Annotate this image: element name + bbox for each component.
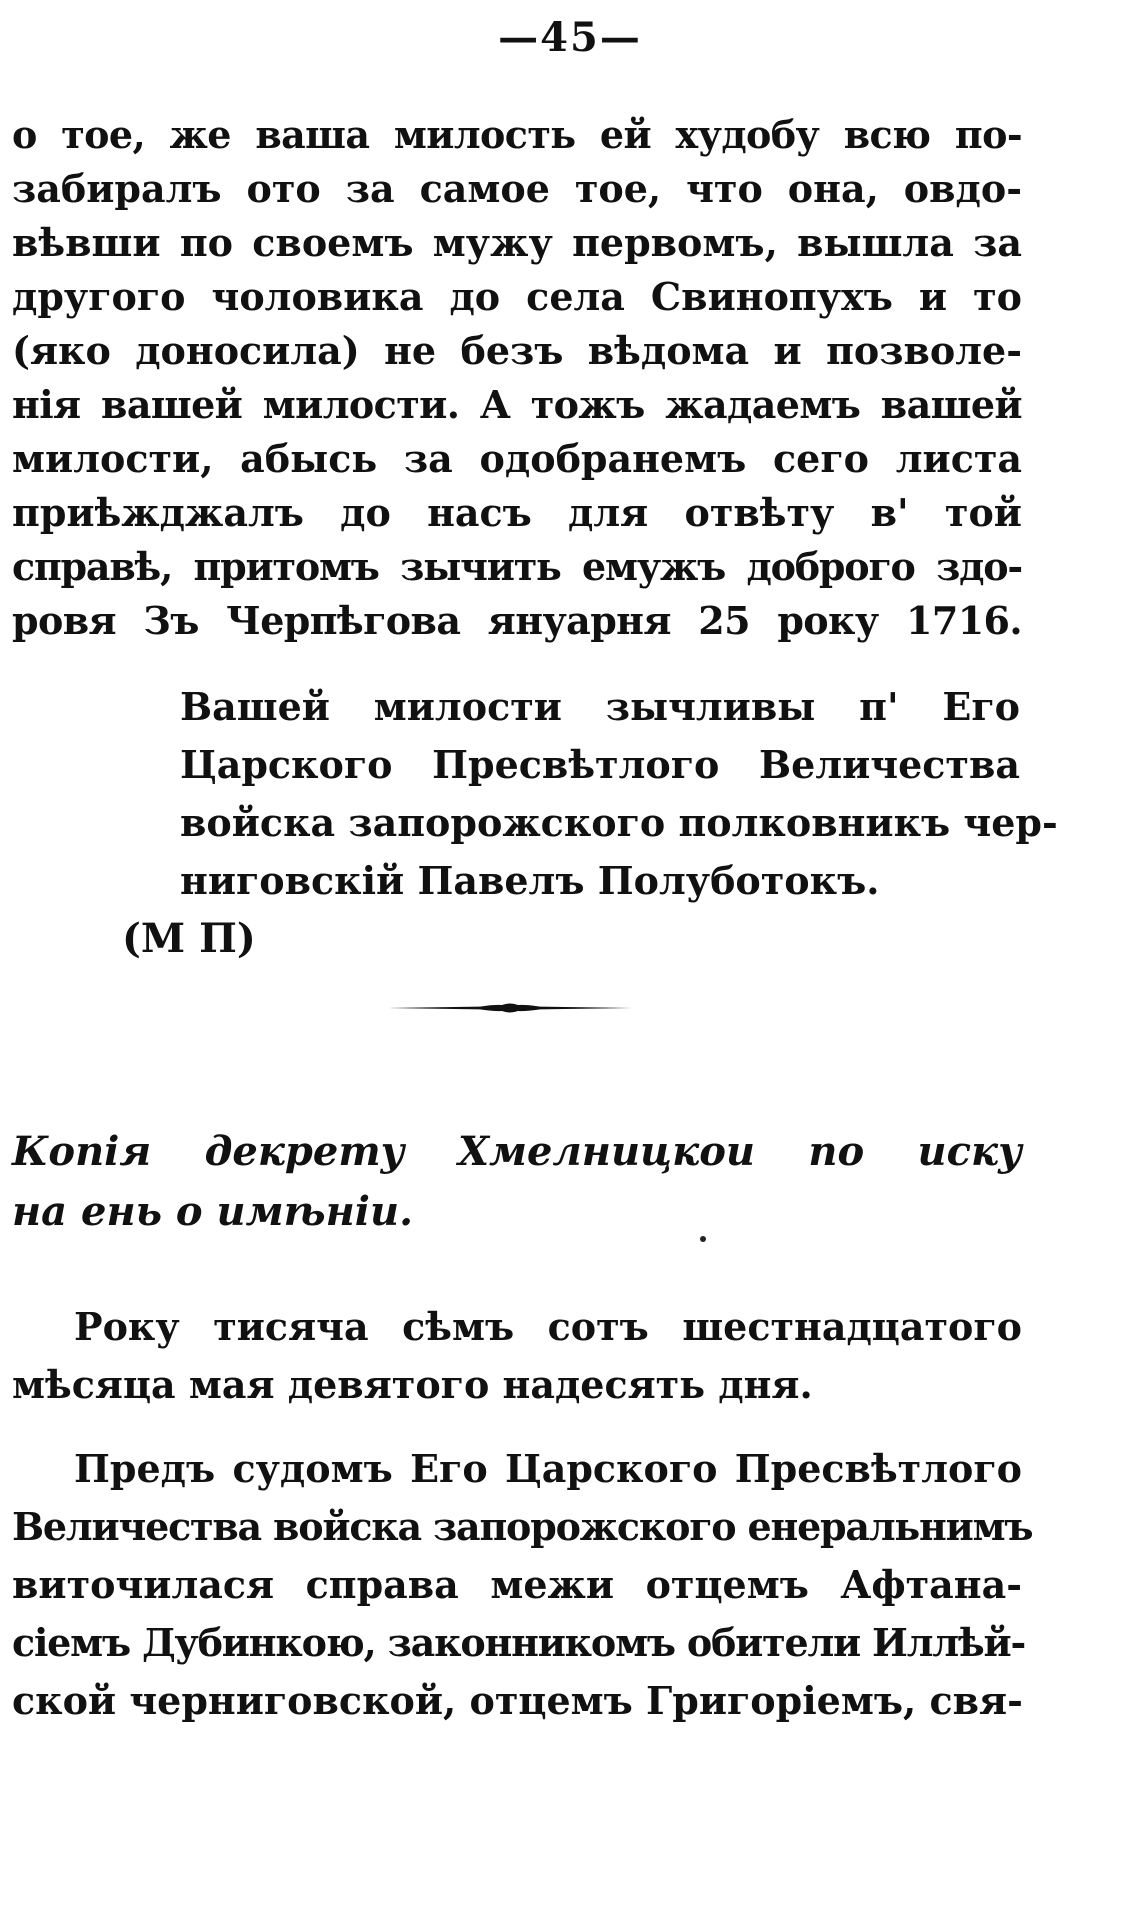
- text-line: виточилася справа межи отцемъ Афтана-: [12, 1562, 1022, 1607]
- signature-line: Царского Пресвѣтлого Величества: [180, 742, 1020, 787]
- signature-line: Вашей милости зычливы п' Его: [180, 684, 1020, 729]
- heading-line: на ень о имѣніи.: [12, 1188, 413, 1235]
- text-line: ровя Зъ Черпѣгова януарня 25 року 1716.: [12, 598, 1022, 643]
- text-line: справѣ, притомъ зычить емужъ доброго здо-: [12, 544, 1022, 589]
- text-line: сіемъ Дубинкою, законникомъ обители Иллѣй-: [12, 1620, 1026, 1665]
- text-line: другого чоловика до села Свинопухъ и то: [12, 274, 1022, 319]
- paragraph-court: [12, 1440, 1033, 1730]
- text-line: Року тисяча сѣмъ сотъ шестнадцатого: [74, 1304, 1022, 1349]
- section-heading: [12, 1122, 1022, 1242]
- letter-body: [12, 108, 1022, 648]
- page-number: —45—: [498, 14, 642, 61]
- paragraph-date: [12, 1298, 1022, 1414]
- text-line: Величества войска запорожского енеральнимъ: [12, 1504, 1033, 1549]
- text-line: забиралъ ото за самое тое, что она, овдо-: [12, 166, 1022, 211]
- seal-mark: (М П): [122, 915, 256, 962]
- text-line: вѣвши по своемъ мужу первомъ, вышла за: [12, 220, 1022, 265]
- text-line: ской черниговской, отцемъ Григоріемъ, свя-: [12, 1678, 1023, 1723]
- ornament-divider: [388, 998, 632, 1018]
- text-line: Предъ судомъ Его Царского Пресвѣтлого: [74, 1446, 1022, 1491]
- heading-line: Копія декрету Хмелницкои по иску: [12, 1128, 1022, 1175]
- text-line: мѣсяца мая девятого надесять дня.: [12, 1362, 813, 1407]
- text-line: приѣжджалъ до насъ для отвѣту в' той: [12, 490, 1022, 535]
- signature-block: [180, 678, 1058, 910]
- stray-dot: [700, 1236, 706, 1242]
- text-line: о тое, же ваша милость ей худобу всю по-: [12, 112, 1022, 157]
- text-line: (яко доносила) не безъ вѣдома и позволе-: [12, 328, 1022, 373]
- text-line: милости, абысь за одобранемъ сего листа: [12, 436, 1022, 481]
- text-line: нія вашей милости. А тожъ жадаемъ вашей: [12, 382, 1022, 427]
- signature-line: ниговскій Павелъ Полуботокъ.: [180, 858, 880, 903]
- signature-line: войска запорожского полковникъ чер-: [180, 800, 1058, 845]
